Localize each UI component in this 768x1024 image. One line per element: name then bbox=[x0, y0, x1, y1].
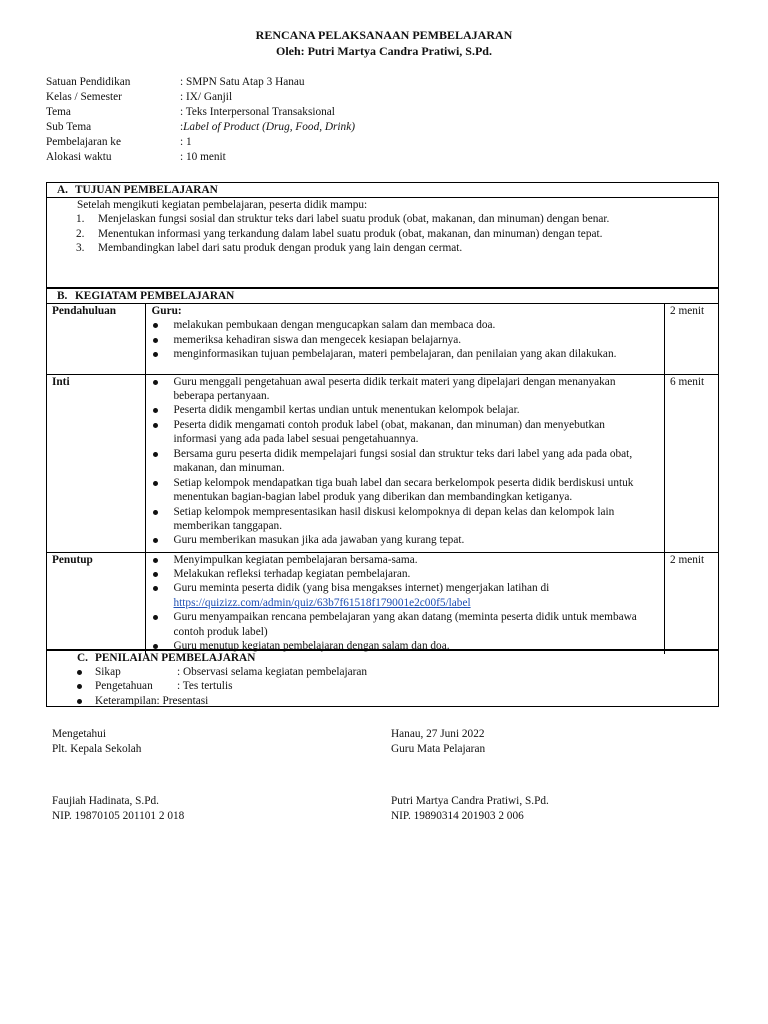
list-item: Melakukan refleksi terhadap kegiatan pembelajaran. bbox=[146, 567, 665, 581]
item-number: 3. bbox=[76, 242, 85, 255]
identity-row bbox=[46, 105, 355, 120]
identity-row bbox=[46, 120, 355, 135]
section-letter: A. bbox=[57, 184, 68, 196]
list-item: Peserta didik mengambil kertas undian untuk menentukan kelompok belajar. bbox=[146, 403, 665, 417]
list-item bbox=[47, 694, 718, 708]
signature-right-nip: NIP. 19890314 201903 2 006 bbox=[391, 810, 524, 822]
list-item: memeriksa kehadiran siswa dan mengecek kesiapan belajarnya. bbox=[146, 333, 665, 347]
identity-row bbox=[46, 150, 355, 165]
activity-list bbox=[146, 375, 665, 548]
list-item: Guru menggali pengetahuan awal peserta didik terkait materi yang dipelajari dengan menanyakan beberapa pertanyaan. bbox=[146, 375, 665, 404]
list-item: Guru memberikan masukan jika ada jawaban yang kurang tepat. bbox=[146, 533, 665, 547]
table-row bbox=[47, 552, 718, 654]
item-number: 1. bbox=[76, 213, 85, 226]
phase-activities bbox=[145, 374, 665, 552]
phase-label: Penutup bbox=[47, 552, 145, 654]
list-item bbox=[47, 241, 718, 255]
identity-label: Satuan Pendidikan bbox=[46, 76, 131, 88]
item-text: Membandingkan label dari satu produk dengan produk yang lain dengan cermat. bbox=[98, 242, 463, 255]
document-author: Oleh: Putri Martya Candra Pratiwi, S.Pd. bbox=[276, 44, 492, 58]
phase-activities bbox=[145, 552, 665, 654]
identity-row bbox=[46, 135, 355, 150]
section-letter: B. bbox=[57, 290, 68, 302]
activity-list bbox=[146, 318, 665, 361]
section-kegiatan-pembelajaran bbox=[46, 288, 719, 653]
section-heading bbox=[47, 289, 718, 304]
phase-label: Pendahuluan bbox=[47, 304, 145, 374]
assessment-label: Keterampilan bbox=[95, 694, 157, 707]
list-item: Menyimpulkan kegiatan pembelajaran bersama-sama. bbox=[146, 553, 665, 567]
identity-value: : Teks Interpersonal Transaksional bbox=[180, 106, 335, 118]
assessment-value: : Observasi selama kegiatan pembelajaran bbox=[177, 666, 368, 678]
signature-left-line1: Mengetahui bbox=[52, 728, 106, 740]
section-heading bbox=[47, 183, 718, 197]
phase-duration: 2 menit bbox=[670, 305, 705, 317]
assessment-label: Pengetahuan bbox=[95, 680, 153, 693]
section-heading bbox=[47, 651, 718, 665]
identity-row bbox=[46, 90, 355, 105]
identity-label: Pembelajaran ke bbox=[46, 136, 121, 148]
item-text: Guru meminta peserta didik (yang bisa mengakses internet) mengerjakan latihan di bbox=[173, 582, 550, 595]
signature-left-nip: NIP. 19870105 201101 2 018 bbox=[52, 810, 185, 822]
item-text: Menjelaskan fungsi sosial dan struktur teks dari label suatu produk (obat, makanan, dan minuman) dengan benar. bbox=[98, 213, 610, 226]
section-penilaian-pembelajaran bbox=[46, 650, 719, 707]
identity-label: Sub Tema bbox=[46, 121, 92, 133]
signature-right-line1: Hanau, 27 Juni 2022 bbox=[391, 728, 485, 740]
objectives-list bbox=[47, 212, 718, 255]
list-item: Guru menyampaikan rencana pembelajaran yang akan datang (meminta peserta didik untuk membawa contoh produk label) bbox=[146, 610, 665, 639]
list-item: Setiap kelompok mempresentasikan hasil diskusi kelompoknya di depan kelas dan kelompok lain memberikan tanggapan. bbox=[146, 505, 665, 534]
phase-label: Inti bbox=[47, 374, 145, 552]
identity-label: Alokasi waktu bbox=[46, 151, 112, 163]
identity-label: Tema bbox=[46, 106, 71, 118]
section-title: TUJUAN PEMBELAJARAN bbox=[75, 184, 218, 196]
identity-label: Kelas / Semester bbox=[46, 91, 122, 103]
signature-right-name: Putri Martya Candra Pratiwi, S.Pd. bbox=[391, 795, 549, 807]
section-tujuan-pembelajaran bbox=[46, 182, 719, 288]
list-item: menginformasikan tujuan pembelajaran, materi pembelajaran, dan penilaian yang akan dilakukan. bbox=[146, 347, 665, 361]
list-item bbox=[146, 581, 665, 610]
activities-table bbox=[47, 304, 718, 654]
table-row bbox=[47, 374, 718, 552]
item-number: 2. bbox=[76, 227, 85, 240]
list-item bbox=[47, 665, 718, 679]
section-letter: C. bbox=[77, 652, 88, 664]
identity-row bbox=[46, 75, 355, 90]
list-item bbox=[47, 212, 718, 226]
phase-duration: 2 menit bbox=[665, 552, 719, 654]
list-item: Setiap kelompok mendapatkan tiga buah label dan secara berkelompok peserta didik berdiskusi untuk menentukan bagian-bagian label produk yang diberikan dan membandingkan ketiganya. bbox=[146, 476, 665, 505]
section-title: KEGIATAM PEMBELAJARAN bbox=[75, 290, 235, 302]
list-item: Bersama guru peserta didik mempelajari fungsi sosial dan struktur teks dari label yang ada pada obat, makanan, dan minuman. bbox=[146, 447, 665, 476]
identity-value: : 10 menit bbox=[180, 151, 226, 163]
signature-right-line2: Guru Mata Pelajaran bbox=[391, 743, 486, 755]
activity-list bbox=[146, 553, 665, 654]
assessment-value: : Tes tertulis bbox=[177, 680, 233, 693]
document-title: RENCANA PELAKSANAAN PEMBELAJARAN bbox=[255, 28, 513, 42]
list-item bbox=[47, 227, 718, 241]
list-item bbox=[47, 679, 718, 693]
guru-label: Guru: bbox=[151, 305, 182, 317]
list-item: Guru menutup kegiatan pembelajaran dengan salam dan doa. bbox=[146, 639, 665, 653]
identity-value: : SMPN Satu Atap 3 Hanau bbox=[180, 76, 305, 88]
quiz-link[interactable]: https://quizizz.com/admin/quiz/63b7f61518f179001e2c00f5/label bbox=[173, 596, 471, 609]
table-row bbox=[47, 304, 718, 374]
identity-value: Label of Product (Drug, Food, Drink) bbox=[183, 121, 355, 133]
item-text: Menentukan informasi yang terkandung dalam label suatu produk (obat, makanan, dan minuman) dengan tepat. bbox=[98, 227, 603, 240]
assessment-list bbox=[47, 665, 718, 708]
phase-activities bbox=[145, 304, 665, 374]
signature-left-line2: Plt. Kepala Sekolah bbox=[52, 743, 142, 755]
assessment-label: Sikap bbox=[95, 666, 121, 678]
section-title: PENILAIAN PEMBELAJARAN bbox=[95, 652, 256, 664]
list-item: Peserta didik mengamati contoh produk label (obat, makanan, dan minuman) dan menyebutkan informasi yang ada pada label sesuai pengetahuannya. bbox=[146, 418, 665, 447]
identity-block bbox=[46, 75, 355, 165]
list-item: melakukan pembukaan dengan mengucapkan salam dan membaca doa. bbox=[146, 318, 665, 332]
identity-value-prefix: : bbox=[180, 121, 184, 133]
objectives-intro: Setelah mengikuti kegiatan pembelajaran, peserta didik mampu: bbox=[77, 199, 368, 211]
signature-left-name: Faujiah Hadinata, S.Pd. bbox=[52, 795, 159, 807]
assessment-value: : Presentasi bbox=[156, 694, 209, 707]
identity-value: : 1 bbox=[180, 136, 192, 148]
phase-duration: 6 menit bbox=[665, 374, 719, 552]
identity-value: : IX/ Ganjil bbox=[180, 91, 233, 103]
